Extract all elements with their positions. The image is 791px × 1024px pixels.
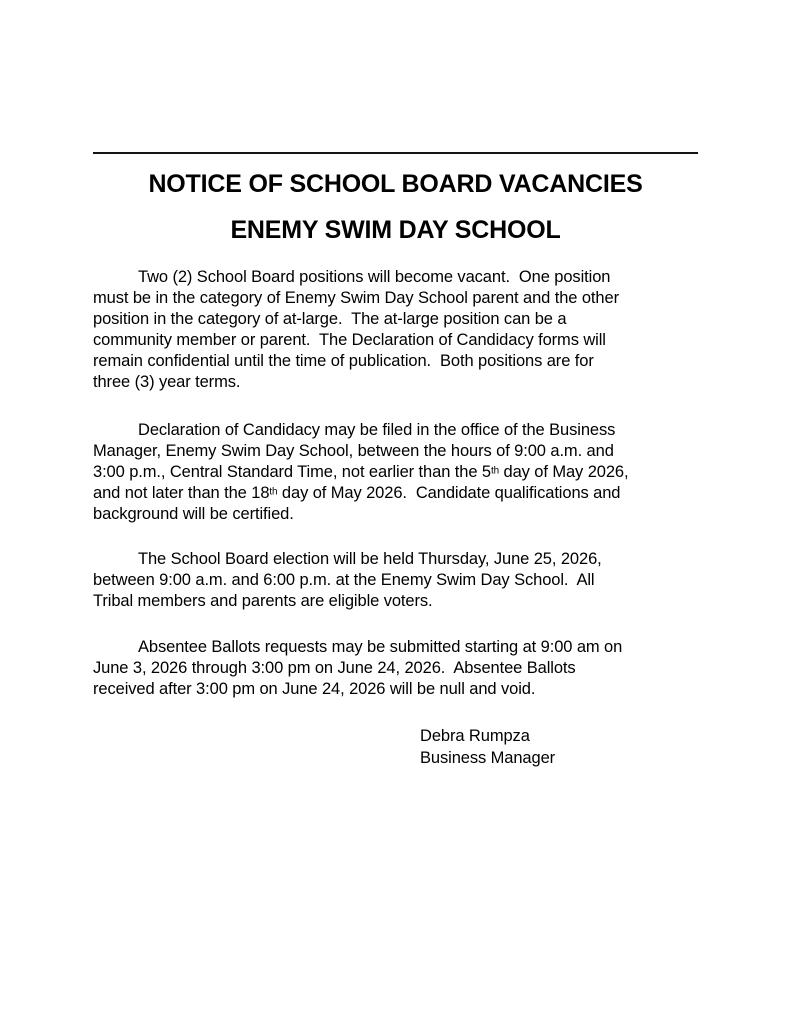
signature-name: Debra Rumpza (420, 727, 530, 745)
school-name-title: ENEMY SWIM DAY SCHOOL (230, 216, 561, 244)
body-line: The School Board election will be held Thursday, June 25, 2026, (138, 550, 602, 568)
body-line: Two (2) School Board positions will become vacant. One position (138, 268, 611, 286)
body-line: June 3, 2026 through 3:00 pm on June 24, 2026. Absentee Ballots (93, 659, 576, 677)
body-line: between 9:00 a.m. and 6:00 p.m. at the Enemy Swim Day School. All (93, 571, 595, 589)
paragraph-absentee-ballots (93, 637, 698, 700)
signature-block (420, 725, 698, 769)
top-divider-rule (93, 152, 698, 154)
paragraph-declaration-filing (93, 420, 698, 525)
signature-title: Business Manager (420, 749, 556, 767)
ordinal-superscript: th (490, 465, 500, 477)
body-text: day of May 2026, (499, 463, 629, 481)
notice-title: NOTICE OF SCHOOL BOARD VACANCIES (148, 170, 643, 198)
body-line: Manager, Enemy Swim Day School, between the hours of 9:00 a.m. and (93, 442, 614, 460)
body-text: 3:00 p.m., Central Standard Time, not earlier than the 5 (93, 463, 491, 481)
ordinal-superscript: th (269, 486, 278, 498)
body-line: Absentee Ballots requests may be submitted starting at 9:00 am on (138, 638, 623, 656)
body-line: community member or parent. The Declaration of Candidacy forms will (93, 331, 606, 349)
body-line: remain confidential until the time of publication. Both positions are for (93, 352, 594, 370)
body-line (93, 462, 698, 483)
body-line: received after 3:00 pm on June 24, 2026 will be null and void. (93, 680, 536, 698)
body-line: three (3) year terms. (93, 373, 241, 391)
paragraph-election-day (93, 549, 698, 612)
body-text: day of May 2026. Candidate qualifications and (277, 484, 621, 502)
body-line: position in the category of at-large. The at-large position can be a (93, 310, 567, 328)
body-line: must be in the category of Enemy Swim Day School parent and the other (93, 289, 619, 307)
body-line (93, 483, 698, 504)
body-line: Declaration of Candidacy may be filed in the office of the Business (138, 421, 616, 439)
body-line: background will be certified. (93, 505, 294, 523)
body-text: and not later than the 18 (93, 484, 270, 502)
document-content (93, 0, 698, 769)
paragraph-vacancies (93, 267, 698, 393)
body-line: Tribal members and parents are eligible voters. (93, 592, 433, 610)
